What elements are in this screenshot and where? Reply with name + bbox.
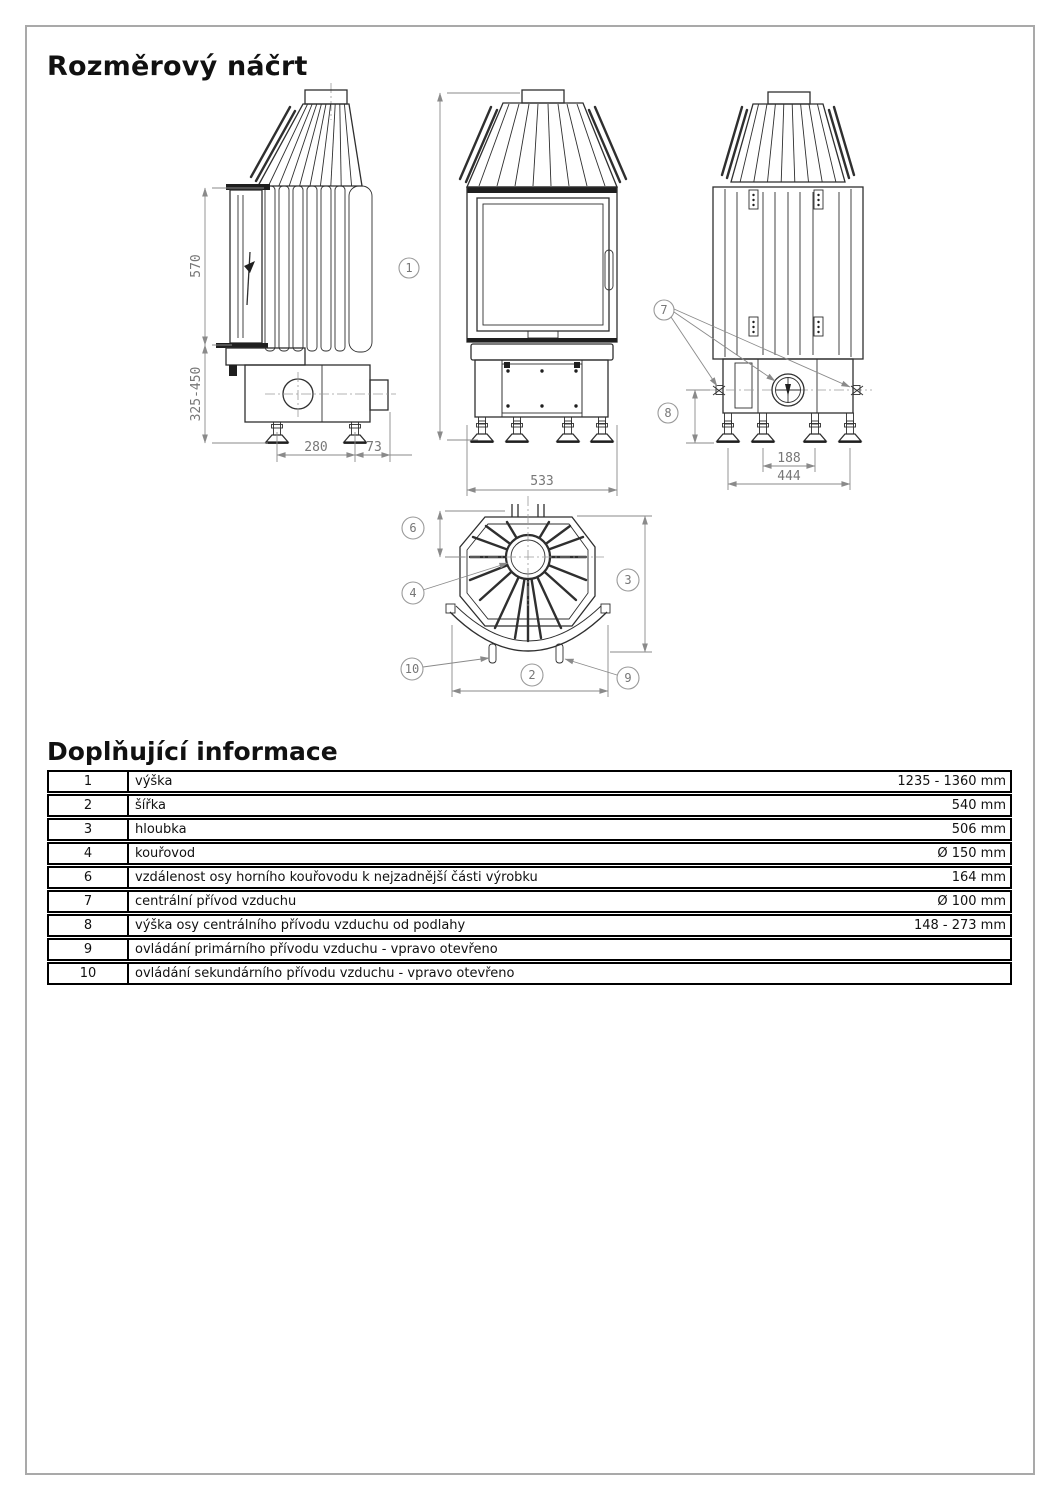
row-value: 1235 - 1360 mm [897, 774, 1006, 789]
row-number: 4 [49, 844, 129, 863]
callout-6 [402, 517, 424, 539]
front-view [440, 90, 626, 496]
page [25, 25, 1035, 1475]
table-row [47, 794, 1012, 817]
row-number: 9 [49, 940, 129, 959]
svg-text:2: 2 [528, 668, 536, 682]
table-row [47, 866, 1012, 889]
front-base [475, 360, 608, 417]
secondary-air-lever [489, 644, 496, 663]
row-value: 164 mm [951, 870, 1006, 885]
row-value: Ø 150 mm [937, 846, 1006, 861]
dim-body-depth: 280 [304, 440, 328, 455]
dim-rear-stub-depth: 73 [366, 440, 382, 455]
callout-3 [617, 569, 639, 591]
row-label: ovládání sekundárního přívodu vzduchu - vpravo otevřeno [135, 966, 515, 981]
row-value [1006, 964, 1010, 983]
table-row [47, 842, 1012, 865]
side-door [216, 184, 270, 348]
row-number: 2 [49, 796, 129, 815]
rear-feet [717, 413, 862, 443]
svg-text:10: 10 [404, 662, 420, 676]
row-value: 540 mm [951, 798, 1006, 813]
rear-view [654, 92, 872, 490]
front-feet [471, 417, 614, 443]
side-base [226, 348, 396, 422]
row-label: šířka [135, 798, 166, 813]
svg-text:1: 1 [405, 261, 413, 275]
callout-4 [402, 563, 508, 604]
table-row [47, 938, 1012, 961]
rear-dimensions [728, 448, 850, 490]
callout-10 [401, 658, 489, 680]
callout-8 [658, 390, 714, 443]
callout-1 [399, 258, 419, 278]
svg-text:3: 3 [624, 573, 632, 587]
row-label: výška osy centrálního přívodu vzduchu od podlahy [135, 918, 466, 933]
dim-rear-feet-inner: 188 [777, 451, 801, 466]
dim-glass-height: 570 [189, 254, 204, 278]
row-number: 3 [49, 820, 129, 839]
table-row [47, 962, 1012, 985]
rear-cone-fins [740, 104, 836, 182]
row-number: 10 [49, 964, 129, 983]
dim-rear-feet-outer: 444 [777, 469, 801, 484]
rear-panel-ribs [725, 189, 851, 357]
row-label: kouřovod [135, 846, 196, 861]
info-section-title: Doplňující informace [47, 737, 338, 766]
callout-9 [565, 659, 639, 689]
table-row [47, 770, 1012, 793]
top-view [401, 496, 652, 697]
primary-air-lever [556, 644, 563, 663]
callout-2 [521, 664, 543, 686]
top-dimensions [440, 511, 652, 697]
table-row [47, 914, 1012, 937]
row-label: centrální přívod vzduchu [135, 894, 297, 909]
svg-text:8: 8 [664, 406, 672, 420]
side-dimensions [189, 188, 412, 462]
row-label: hloubka [135, 822, 187, 837]
row-number: 6 [49, 868, 129, 887]
dim-base-height-range: 325-450 [189, 366, 204, 422]
svg-text:9: 9 [624, 671, 632, 685]
row-value [1006, 940, 1010, 959]
row-label: ovládání primárního přívodu vzduchu - vpravo otevřeno [135, 942, 498, 957]
side-view [189, 83, 419, 462]
page-title: Rozměrový náčrt [47, 51, 308, 82]
svg-text:7: 7 [660, 303, 668, 317]
row-label: výška [135, 774, 173, 789]
side-body-ribs [265, 186, 372, 352]
row-number: 1 [49, 772, 129, 791]
row-value: 148 - 273 mm [913, 918, 1006, 933]
row-number: 7 [49, 892, 129, 911]
dimensional-drawing [27, 75, 1033, 735]
svg-text:6: 6 [409, 521, 417, 535]
dim-front-width: 533 [530, 474, 554, 489]
row-label: vzdálenost osy horního kouřovodu k nejzadnější části výrobku [135, 870, 538, 885]
row-value: Ø 100 mm [937, 894, 1006, 909]
row-number: 8 [49, 916, 129, 935]
row-value: 506 mm [951, 822, 1006, 837]
info-table [47, 770, 1012, 986]
svg-text:4: 4 [409, 586, 417, 600]
rear-brackets [749, 190, 823, 336]
table-row [47, 890, 1012, 913]
rear-base [690, 359, 872, 413]
table-row [47, 818, 1012, 841]
